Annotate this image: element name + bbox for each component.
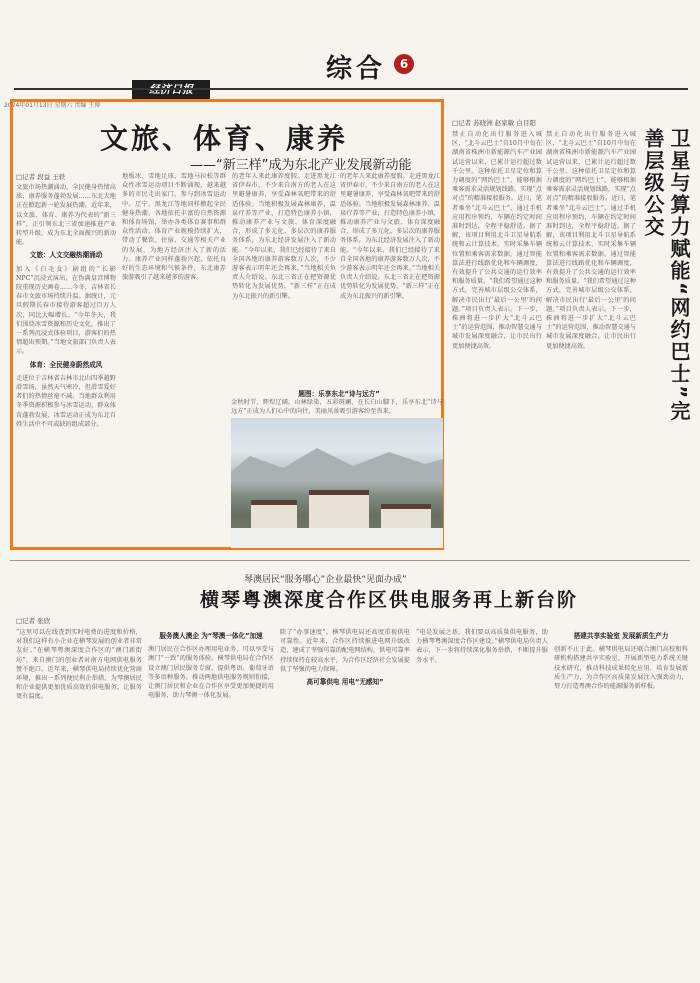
column-2-text: 地板冰、雪地足球、雪地马拉松等群众性冰雪运动项目不断涌现，越来越多的市民走出家门，参与到冰雪运动中。辽宁、黑龙江等地同样掀起全民健身热潮，各地依托丰富的自然资源和体育场馆，举办各类体育赛事和群众性活动，体育产业规模持续扩大，带动了餐饮、住宿、交通等相关产业的发展，为地方经济注入了新的活力。康养产业同样蓬勃兴起，依托良好的生态环境和气候条件，东北康养旅游吸引了越来越多的游客。: [122, 173, 226, 282]
section-divider: [10, 560, 690, 561]
right-article-column-2: [546, 130, 636, 550]
right-article-byline: □记者 苏晓洲 赵家敏 白目阳: [452, 119, 536, 127]
bottom-column-2: [148, 628, 274, 978]
bottom-byline: □记者 张欣: [16, 617, 51, 625]
bottom-subtitle-2: 高可靠供电 用电“无感知”: [306, 678, 384, 687]
bottom-column-5-text: 创新不止于此。横琴供电局还联合澳门高校和科研机构搭建共享实验室，开展新型电力系统关键技术研究，推动科技成果转化应用，培育发展新质生产力，为合作区高质量发展注入强劲动力，努力打造粤澳合作的能源服务新样板。: [554, 646, 688, 691]
main-subhead: ——“新三样”成为东北产业发展新动能: [190, 158, 412, 173]
bottom-kicker: 琴澳居民“服务哪心”企业最快“见面办成”: [244, 575, 407, 585]
bottom-subtitle-1: 服务澳人澳企 为“琴澳一体化”加速: [159, 632, 263, 640]
right-article-text: 禁止自动化出行服务进入城区，“北斗云巴士”自10月中旬在湖南省株洲市新能源汽车产业园试运营以来，已累计运行超过数千公里。这种依托卫星定位和算力调度的“网约巴士”，能够根据乘客需求灵活规划线路，实现“点对点”的精准接驳服务。近日，笔者乘坐“北斗云巴士”，通过手机应用程序预约，车辆在约定时间准时到达，全程平稳舒适。据了解，该项目利用北斗卫星导航系统和云计算技术，实时采集车辆位置和乘客需求数据，通过智能算法进行线路优化和车辆调度，有效提升了公共交通的运行效率和服务质量。“我们希望通过这种方式，完善城市层级公交体系，解决市民出行‘最后一公里’的问题。”项目负责人表示。下一步，株洲将进一步扩大“北斗云巴士”的运营范围，推动智慧交通与城市发展深度融合，让市民出行更加便捷高效。: [452, 131, 542, 350]
newspaper-logo: [132, 80, 210, 100]
header-rule: [14, 88, 688, 90]
subtitle-culture-tourism: 文旅：人文交融热潮涌动: [29, 251, 103, 260]
issue-meta: 2024年01月13日 星期六 责编 王博: [4, 102, 101, 109]
ski-resort-photo: [231, 418, 443, 548]
right-article-column-1: [452, 130, 542, 550]
photo-building: [309, 490, 369, 530]
culture-tourism-text: 加入《白毛女》剧组的“长影NPC”沉浸式演出，在伪满皇宫博物院重现历史画卷……今冬，吉林省长春市文旅市场持续升温。据统计，元旦假期长春市接待游客超过百万人次，同比大幅增长。“今年冬天，我们围绕冰雪资源和历史文化，推出了一系列沉浸式体验项目，游客们的热情超出预期。”当地文旅部门负责人表示。: [16, 265, 116, 356]
page-header: [14, 40, 688, 102]
bottom-column-4-text: “电是发展之基，我们要以高质量供电服务，助力横琴粤澳深度合作区建设。”横琴供电局负责人表示，下一步将持续深化服务举措，不断提升服务水平。: [416, 629, 548, 664]
bottom-subtitle-3: 搭建共享实验室 发展新质生产力: [573, 632, 669, 640]
bottom-column-2-text: 澳门居民在合作区办理用电业务，可以享受与澳门“一致”的服务体验。横琴供电局在合作区设立澳门居民服务专窗，提供粤语、葡萄牙语等多语种服务，推动两地供电服务规则衔接，让澳门居民和企业在合作区享受更加便捷的用电服务，助力琴澳一体化发展。: [148, 646, 274, 700]
column-4-text: 的老年人来此康养度假。走进黑龙江省伊春市，不少来自南方的老人在这里避暑康养，享受森林氧吧带来的舒适体验。当地积极发展森林康养、温泉疗养等产业，打造特色康养小镇，推动康养产业与文旅、体育深度融合，形成了多元化、多层次的康养服务体系，为东北经济发展注入了新动能。“今年以来，我们已经接待了来自全国各地的康养游客数万人次，不少游客表示明年还会再来。”当地相关负责人介绍说。东北三省正在把资源优势转化为发展优势，“新三样”正在成为东北振兴的新引擎。: [340, 173, 440, 300]
photo-caption: 金秋时节，辉煌辽阔，山林绿染，五彩斑斓，在长白山脚下，乐享东北“诗与远方”正成为人们心中的向往，美丽风景吸引游客纷至沓来。: [231, 399, 443, 416]
photo-mountains: [231, 440, 443, 480]
right-article-headline: 卫星与算力赋能“网约巴士”完善层级公交: [641, 128, 691, 423]
main-article-column-2: [122, 172, 226, 546]
bottom-headline: 横琴粤澳深度合作区供电服务再上新台阶: [200, 589, 579, 611]
main-headline: 文旅、体育、康养: [100, 122, 349, 155]
main-article-column-4: [340, 172, 440, 384]
main-article-column-3: [232, 172, 336, 384]
photo-snow: [231, 528, 443, 548]
page-number-badge: 6: [394, 54, 414, 74]
bottom-column-1-text: “这里可以在线查到实时电费的进度和价格，对我们这样有小企业在横琴发展的创业者非常友好。”在横琴粤澳深度合作区的“澳门新街坊”，来自澳门的创业者对南方电网供电服务赞不绝口。近年来，横琴供电局持续优化营商环境，推出一系列便民利企举措，为琴澳居民和企业提供更加优质高效的供电服务，让服务更有温度。: [16, 629, 142, 701]
main-byline: □记者 段益 王轶: [16, 173, 66, 181]
section-title: 综合: [326, 54, 387, 84]
subtitle-sports: 体育：全民健身蔚然成风: [29, 360, 103, 369]
bottom-column-1: [16, 628, 142, 978]
bottom-column-3: [280, 628, 410, 978]
right-article-text: 禁止自动化出行服务进入城区，“北斗云巴士”自10月中旬在湖南省株洲市新能源汽车产业园试运营以来，已累计运行超过数千公里。这种依托卫星定位和算力调度的“网约巴士”，能够根据乘客需求灵活规划线路，实现“点对点”的精准接驳服务。近日，笔者乘坐“北斗云巴士”，通过手机应用程序预约，车辆在约定时间准时到达，全程平稳舒适。据了解，该项目利用北斗卫星导航系统和云计算技术，实时采集车辆位置和乘客需求数据，通过智能算法进行线路优化和车辆调度，有效提升了公共交通的运行效率和服务质量。“我们希望通过这种方式，完善城市层级公交体系，解决市民出行‘最后一公里’的问题。”项目负责人表示。下一步，株洲将进一步扩大“北斗云巴士”的运营范围，推动智慧交通与城市发展深度融合，让市民出行更加便捷高效。: [546, 131, 636, 350]
main-article-column-1: [16, 183, 116, 545]
photo-building: [381, 504, 431, 530]
column-3-text: 的老年人来此康养度假。走进黑龙江省伊春市，不少来自南方的老人在这里避暑康养，享受森林氧吧带来的舒适体验。当地积极发展森林康养、温泉疗养等产业，打造特色康养小镇，推动康养产业与文旅、体育深度融合，形成了多元化、多层次的康养服务体系，为东北经济发展注入了新动能。“今年以来，我们已经接待了来自全国各地的康养游客数万人次，不少游客表示明年还会再来。”当地相关负责人介绍说。东北三省正在把资源优势转化为发展优势，“新三样”正在成为东北振兴的新引擎。: [232, 173, 336, 300]
bottom-column-3-text: 除了“办事速度”，横琴供电局还高度重视供电可靠性。近年来，合作区持续推进电网升级改造，建成了坚强可靠的配电网结构，供电可靠率持续保持在较高水平，为合作区经济社会发展提供了坚强的电力保障。: [280, 629, 410, 673]
photo-building: [251, 500, 297, 530]
bottom-column-5: [554, 628, 688, 978]
sports-text: 走进位于吉林省吉林市北山四季越野滑雪场，虽然天气寒冷，但滑雪爱好者们的热情丝毫不减。当地群众利用冬季资源积极参与冰雪运动，群众体育蓬勃发展，冰雪运动正成为东北百姓生活中不可或缺的组成部分。: [16, 374, 116, 428]
bottom-column-4: [416, 628, 548, 978]
intro-text: 文旅市场热潮涌动，全民健身热情高涨，康养服务蓬勃发展……东北大地正在掀起新一轮发展热潮。近年来，以文旅、体育、康养为代表的“新三样”，正引领东北三省加速推进产业转型升级，成为东北全面振兴的新动能。: [16, 184, 116, 247]
photo-caption-title: 题图：乐享东北“诗与远方”: [298, 390, 380, 398]
